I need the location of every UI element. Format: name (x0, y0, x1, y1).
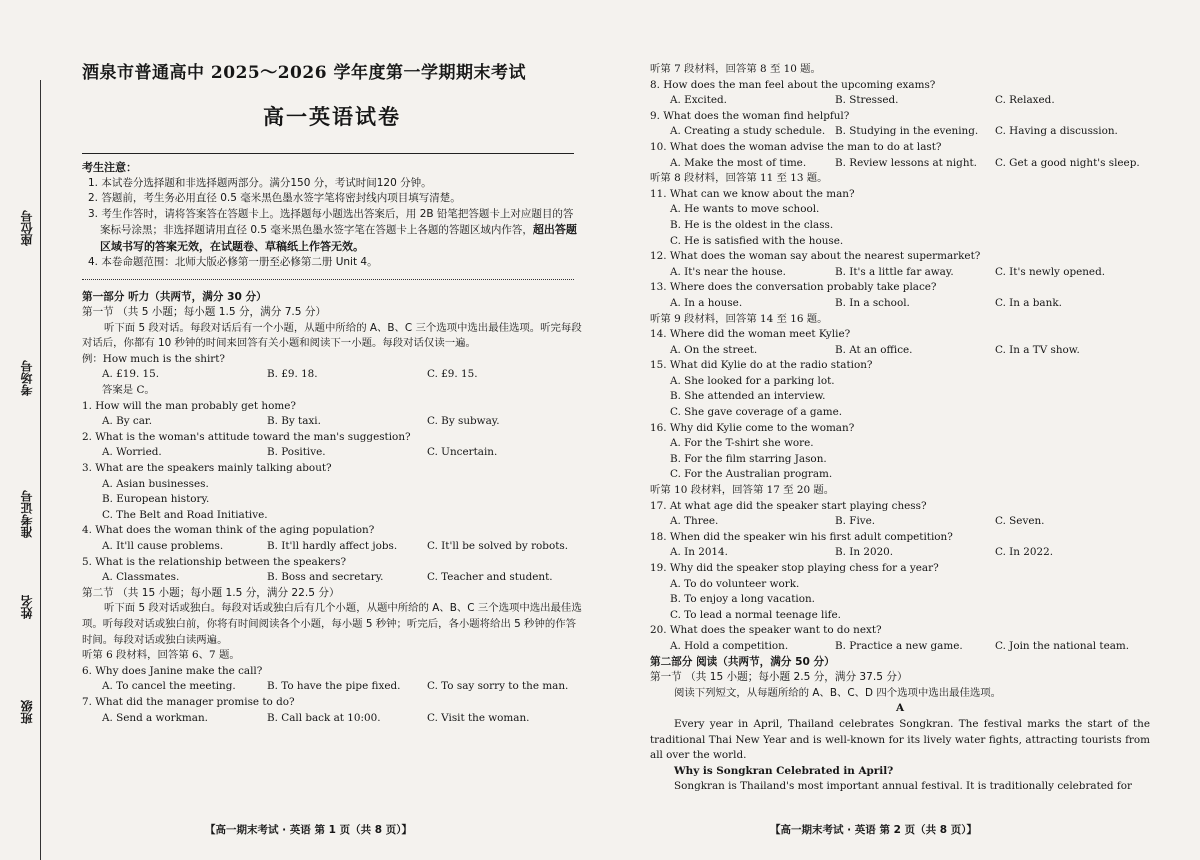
option: A. He wants to move school. (670, 203, 820, 216)
option: C. Teacher and student. (427, 571, 553, 584)
room-label: 考场号 (20, 360, 34, 396)
options (650, 156, 1150, 172)
notice-heading: 考生注意： (82, 161, 137, 174)
question: 17. At what age did the speaker start playing chess? (650, 499, 927, 512)
notice-item: 4. 本卷命题范围：北师大版必修第一册至必修第二册 Unit 4。 (88, 256, 378, 268)
option: A. She looked for a parking lot. (670, 374, 835, 387)
passage-subheading: Why is Songkran Celebrated in April? (674, 764, 894, 777)
option: B. Positive. (267, 446, 326, 459)
option: C. She gave coverage of a game. (670, 406, 843, 419)
option: C. In a bank. (995, 296, 1062, 309)
option: C. To say sorry to the man. (427, 680, 569, 693)
question: 1. How will the man probably get home? (82, 399, 296, 412)
option: C. Uncertain. (427, 446, 498, 459)
option: C. The Belt and Road Initiative. (102, 508, 268, 521)
option: A. On the street. (670, 343, 758, 356)
page-footer-1: 【高一期末考试 · 英语 第 1 页（共 8 页）】 (205, 824, 412, 836)
option: C. By subway. (427, 415, 500, 428)
option: C. £9. 15. (427, 368, 478, 381)
notice-item: 1. 本试卷分选择题和非选择题两部分。满分150 分，考试时间120 分钟。 (88, 176, 432, 189)
options (82, 445, 582, 461)
option: B. She attended an interview. (670, 390, 826, 403)
question: 16. Why did Kylie come to the woman? (650, 421, 855, 434)
material-label: 听第 7 段材料，回答第 8 至 10 题。 (650, 63, 821, 75)
section-heading: 第二节 （共 15 小题；每小题 1.5 分，满分 22.5 分） (82, 586, 340, 599)
option: A. Worried. (102, 446, 162, 459)
question: 18. When did the speaker win his first adult competition? (650, 530, 953, 543)
material-label: 听第 10 段材料，回答第 17 至 20 题。 (650, 484, 835, 497)
options (650, 93, 1150, 109)
question: 3. What are the speakers mainly talking about? (82, 462, 332, 475)
option: A. Creating a study schedule. (670, 125, 826, 138)
option: B. It's a little far away. (835, 265, 954, 278)
option: A. It'll cause problems. (102, 540, 224, 552)
question: 14. Where did the woman meet Kylie? (650, 328, 851, 341)
option: A. Make the most of time. (670, 156, 807, 169)
option: A. £19. 15. (102, 368, 160, 381)
options (650, 343, 1150, 359)
options (82, 414, 582, 430)
example-options (82, 367, 582, 383)
right-column (650, 62, 1150, 795)
passage-label: A (895, 702, 905, 715)
option: C. To lead a normal teenage life. (670, 608, 841, 621)
question: 13. Where does the conversation probably take place? (650, 281, 937, 294)
option: A. It's near the house. (670, 265, 786, 278)
option: B. To have the pipe fixed. (267, 680, 401, 693)
option: A. Classmates. (102, 571, 180, 584)
question: 8. How does the man feel about the upcoming exams? (650, 78, 936, 91)
page-footer-2: 【高一期末考试 · 英语 第 2 页（共 8 页）】 (770, 824, 977, 836)
option: A. Excited. (670, 94, 727, 107)
option: A. Send a workman. (102, 711, 208, 724)
listening-section (82, 290, 582, 727)
section-heading: 第一节 （共 5 小题；每小题 1.5 分，满分 7.5 分） (82, 306, 327, 319)
question: 2. What is the woman's attitude toward the man's suggestion? (82, 430, 411, 443)
example-answer: 答案是 C。 (102, 384, 155, 397)
option: B. Boss and secretary. (267, 571, 384, 584)
material-label: 听第 6 段材料，回答第 6、7 题。 (82, 649, 240, 662)
options (82, 570, 582, 586)
option: C. In a TV show. (995, 343, 1080, 356)
section-heading: 第一节 （共 15 小题；每小题 2.5 分，满分 37.5 分） (650, 671, 908, 684)
option: C. It'll be solved by robots. (427, 540, 569, 552)
part-heading: 第一部分 听力（共两节，满分 30 分） (82, 290, 267, 303)
option: B. Practice a new game. (835, 639, 963, 652)
options (82, 539, 582, 555)
question: 11. What can we know about the man? (650, 187, 855, 200)
options (650, 545, 1150, 561)
question: 7. What did the manager promise to do? (82, 695, 295, 708)
option: A. In 2014. (670, 546, 728, 559)
section-instruction: 听下面 5 段对话或独白。每段对话或独白后有几个小题，从题中所给的 A、B、C 三个选项中选出最佳选项。听每段对话或独白前，你将有时间阅读各个小题，每小题 5 秒钟；听完后，各小题将给出 5 秒钟的作答时间。每段对话或独白读两遍。 (82, 602, 582, 646)
question: 10. What does the woman advise the man to do at last? (650, 140, 942, 153)
options (82, 711, 582, 727)
option: C. Seven. (995, 515, 1045, 528)
question: 19. Why did the speaker stop playing chess for a year? (650, 562, 939, 574)
example-question: 例：How much is the shirt? (82, 352, 225, 365)
notice-item-text: 3. 考生作答时，请将答案答在答题卡上。选择题每小题选出答案后，用 2B 铅笔把答题卡上对应题目的答案标号涂黑；非选择题请用直径 0.5 毫米黑色墨水签字笔在答题卡上各题的答题区域内作答， (88, 207, 574, 236)
passage-paragraph: Every year in April, Thailand celebrates Songkran. The festival marks the start of the traditional Thai New Year and is well-known for its lively water fights, attracting tourists from all over the world. (650, 717, 1150, 762)
dotted-divider (82, 279, 574, 280)
options (650, 639, 1150, 655)
exam-subtitle: 高一英语试卷 (263, 104, 401, 129)
question: 5. What is the relationship between the speakers? (82, 555, 347, 568)
section-instruction: 阅读下列短文，从每题所给的 A、B、C、D 四个选项中选出最佳选项。 (674, 686, 1002, 699)
option: C. It's newly opened. (995, 265, 1106, 278)
options (82, 679, 582, 695)
option: B. In 2020. (835, 546, 894, 559)
seat-label: 座位号 (20, 210, 34, 246)
question: 6. Why does Janine make the call? (82, 664, 263, 677)
name-label: 姓名 (20, 595, 34, 619)
ticket-label: 准考证号 (20, 490, 34, 538)
option: A. For the T-shirt she wore. (670, 437, 814, 450)
exam-title: 酒泉市普通高中 2025～2026 学年度第一学期期末考试 (82, 63, 526, 83)
option: A. Hold a competition. (670, 639, 789, 652)
option: B. At an office. (835, 343, 913, 356)
option: B. Stressed. (835, 94, 899, 107)
option: C. He is satisfied with the house. (670, 234, 844, 247)
material-label: 听第 9 段材料，回答第 14 至 16 题。 (650, 312, 828, 325)
question: 15. What did Kylie do at the radio station? (650, 359, 873, 372)
option: B. By taxi. (267, 415, 321, 428)
material-label: 听第 8 段材料，回答第 11 至 13 题。 (650, 172, 828, 185)
option: A. By car. (102, 415, 153, 428)
question: 9. What does the woman find helpful? (650, 109, 850, 122)
option: B. In a school. (835, 296, 910, 309)
candidate-notice (82, 160, 582, 271)
option: B. Studying in the evening. (835, 125, 979, 138)
option: B. Call back at 10:00. (267, 711, 381, 724)
passage-paragraph: Songkran is Thailand's most important annual festival. It is traditionally celebrated for (674, 780, 1132, 793)
notice-item: 2. 答题前，考生务必用直径 0.5 毫米黑色墨水签字笔将密封线内项目填写清楚。 (88, 192, 461, 204)
option: C. Join the national team. (995, 639, 1130, 652)
binding-strip (0, 40, 60, 830)
option: B. Five. (835, 515, 876, 528)
part-heading: 第二部分 阅读（共两节，满分 50 分） (650, 655, 835, 668)
option: C. In 2022. (995, 546, 1054, 559)
notice-bold-warning: 超出答题区域书写的答案无效，在试题卷、草稿纸上作答无效。 (100, 223, 577, 253)
option: A. To do volunteer work. (670, 577, 800, 590)
options (650, 124, 1150, 140)
options (650, 296, 1150, 312)
options (650, 514, 1150, 530)
option: C. Having a discussion. (995, 125, 1118, 138)
question: 20. What does the speaker want to do next? (650, 624, 882, 637)
title-rule (82, 153, 574, 154)
question: 4. What does the woman think of the aging population? (82, 524, 375, 537)
option: C. Get a good night's sleep. (995, 156, 1140, 169)
option: B. To enjoy a long vacation. (670, 593, 815, 606)
notice-item (82, 207, 582, 256)
option: C. Visit the woman. (427, 711, 530, 724)
options (650, 265, 1150, 281)
section-instruction: 听下面 5 段对话。每段对话后有一个小题，从题中所给的 A、B、C 三个选项中选出最佳选项。听完每段对话后，你都有 10 秒钟的时间来回答有关小题和阅读下一小题。每段对话仅读一遍。 (82, 321, 582, 350)
option: C. For the Australian program. (670, 468, 833, 481)
left-column (82, 58, 582, 726)
option: A. To cancel the meeting. (102, 680, 236, 693)
option: A. Three. (670, 515, 719, 528)
option: B. European history. (102, 493, 210, 506)
option: B. He is the oldest in the class. (670, 218, 834, 231)
option: A. Asian businesses. (102, 477, 209, 490)
option: B. For the film starring Jason. (670, 452, 827, 465)
class-label: 班级 (20, 700, 34, 724)
option: A. In a house. (670, 296, 743, 309)
seal-line (40, 80, 41, 860)
question: 12. What does the woman say about the nearest supermarket? (650, 250, 981, 263)
option: C. Relaxed. (995, 94, 1055, 107)
option: B. Review lessons at night. (835, 156, 977, 169)
option: B. It'll hardly affect jobs. (267, 540, 398, 552)
option: B. £9. 18. (267, 368, 318, 381)
